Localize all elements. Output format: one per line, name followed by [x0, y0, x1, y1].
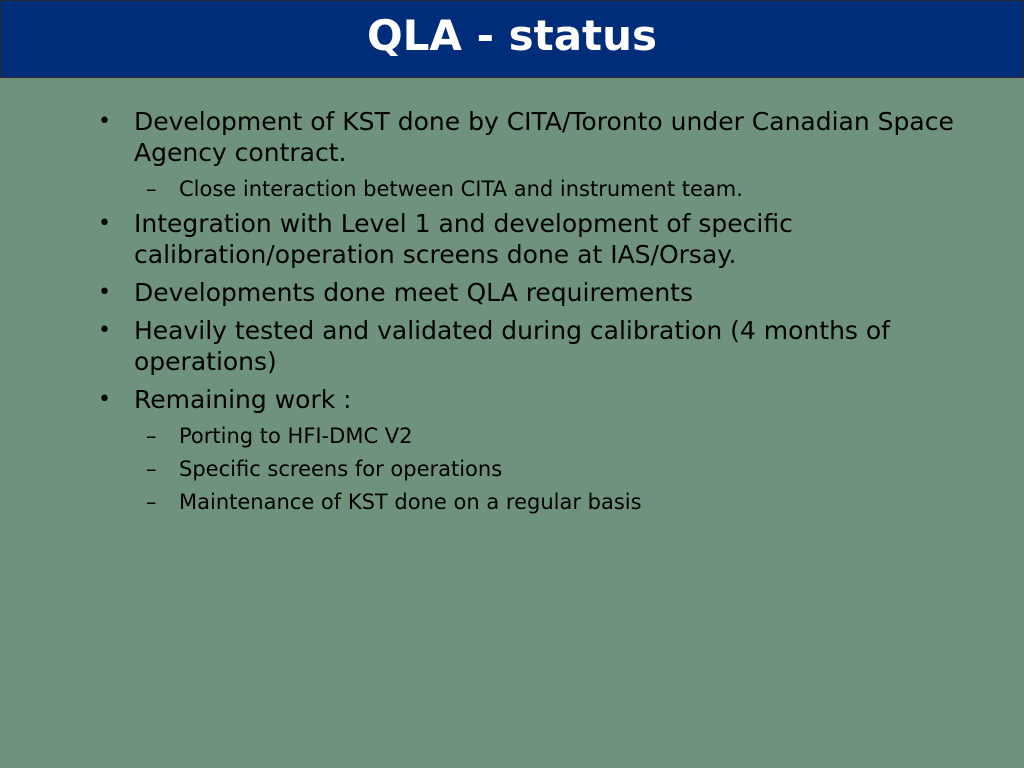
bullet-item: [96, 277, 956, 308]
sub-marker: –: [146, 177, 157, 201]
sub-marker: –: [146, 457, 157, 481]
bullet-text: Remaining work :: [134, 385, 352, 414]
sub-item: [96, 488, 956, 516]
sub-item: [96, 422, 956, 450]
sub-text: Specific screens for operations: [179, 457, 503, 481]
bullet-text: Development of KST done by CITA/Toronto under Canadian Space Agency contract.: [134, 107, 954, 167]
sub-list: [96, 175, 956, 203]
bullet-marker: •: [98, 318, 111, 343]
sub-text: Close interaction between CITA and instrument team.: [179, 177, 743, 201]
sub-text: Porting to HFI-DMC V2: [179, 424, 413, 448]
sub-marker: –: [146, 424, 157, 448]
bullet-list: [96, 106, 956, 521]
bullet-marker: •: [98, 109, 111, 134]
sub-item: [96, 455, 956, 483]
bullet-marker: •: [98, 211, 111, 236]
bullet-marker: •: [98, 280, 111, 305]
bullet-item: [96, 208, 956, 270]
sub-text: Maintenance of KST done on a regular basis: [179, 490, 642, 514]
slide-title: QLA - status: [366, 11, 658, 60]
bullet-text: Integration with Level 1 and development of specific calibration/operation screens done at IAS/Orsay.: [134, 209, 793, 269]
bullet-item: [96, 315, 956, 377]
bullet-item: [96, 106, 956, 168]
bullet-item: [96, 384, 956, 415]
bullet-text: Heavily tested and validated during calibration (4 months of operations): [134, 316, 890, 376]
sub-marker: –: [146, 490, 157, 514]
bullet-text: Developments done meet QLA requirements: [134, 278, 693, 307]
title-bar: [0, 0, 1024, 78]
sub-item: [96, 175, 956, 203]
bullet-marker: •: [98, 387, 111, 412]
sub-list: [96, 422, 956, 516]
